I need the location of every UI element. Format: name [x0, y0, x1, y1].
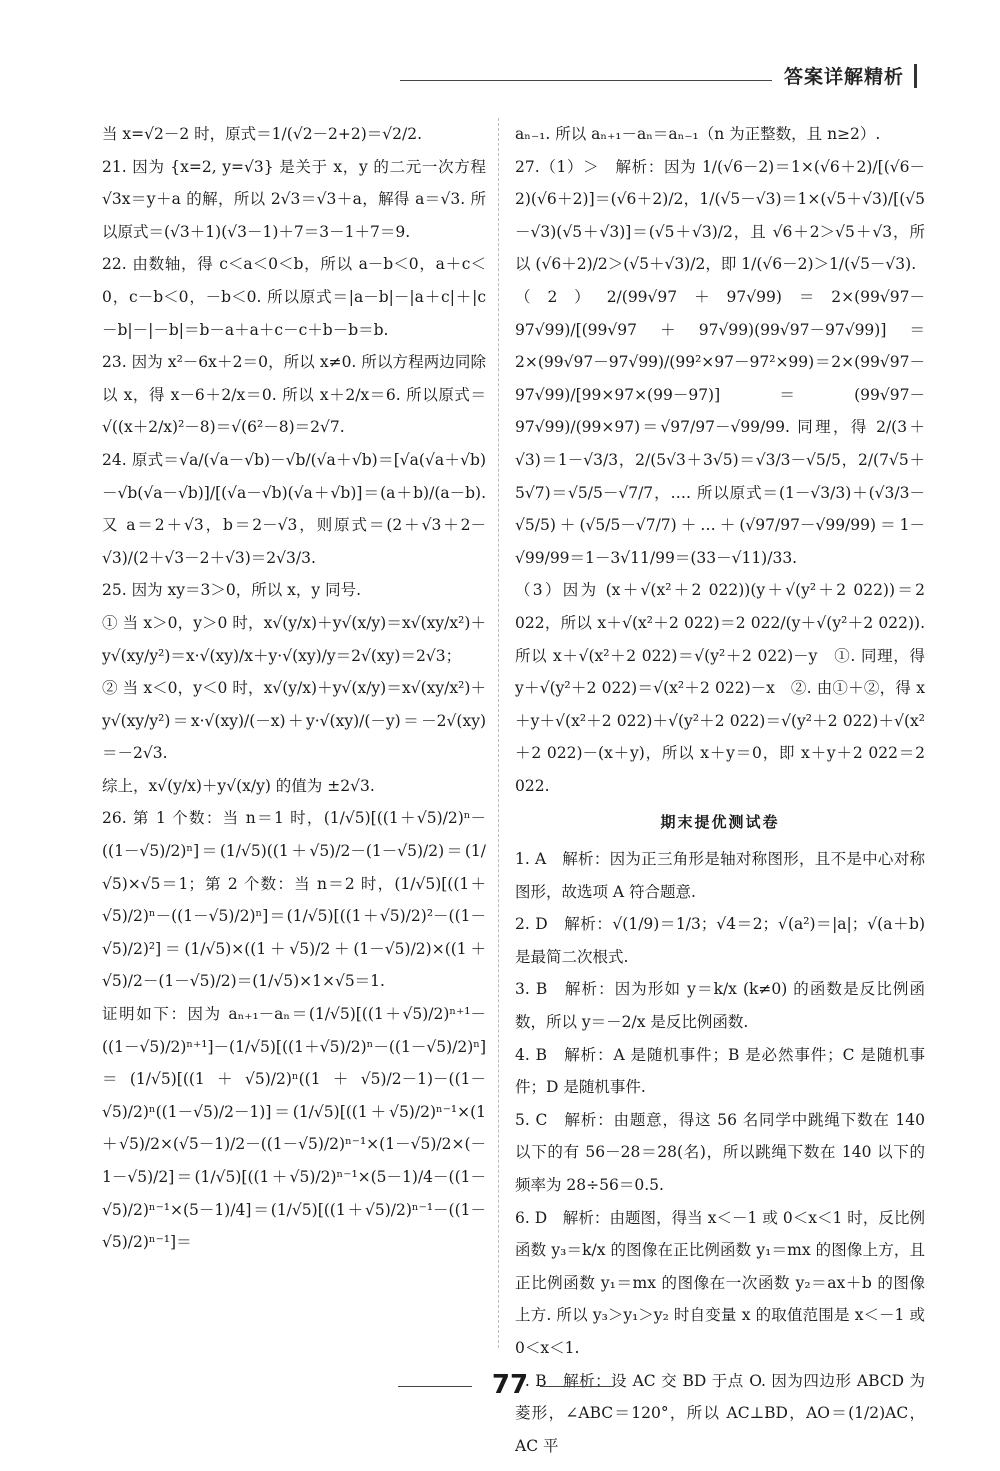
left-item-10: 证明如下：因为 aₙ₊₁－aₙ＝(1/√5)[((1＋√5)/2)ⁿ⁺¹－((1－√5)/2)ⁿ⁺¹]－(1/√5)[((1＋√5)/2)ⁿ－((1－√5)/2)ⁿ]＝(1/√5)[((1＋√5)/2)ⁿ((1＋√5)/2－1)－((1－√5)/2)ⁿ((1－√5)/2－1)]＝(1/√5)[((1＋√5)/2)ⁿ⁻¹×(1＋√5)/2×(√5－1)/2－((1－√5)/2)ⁿ⁻¹×(1－√5)/2×(－1－√5)/2]＝(1/√5)[((1＋√5)/2)ⁿ⁻¹×(5－1)/4－((1－√5)/2)ⁿ⁻¹×(5－1)/4]＝(1/√5)[((1＋√5)/2)ⁿ⁻¹－((1－√5)/2)ⁿ⁻¹]＝ [102, 1005, 486, 1252]
footer-rule-left [398, 1386, 472, 1387]
answer-2: 2. D 解析：√(1/9)＝1/3；√4＝2；√(a²)＝|a|；√(a＋b) 是最简二次根式. [515, 915, 925, 966]
answer-3: 3. B 解析：因为形如 y＝k/x (k≠0) 的函数是反比例函数，所以 y＝－2/x 是反比例函数. [515, 980, 925, 1032]
left-item-7: ② 当 x＜0，y＜0 时，x√(y/x)＋y√(x/y)＝x√(xy/x²)＋y√(xy/y²)＝x·√(xy)/(－x)＋y·√(xy)/(－y)＝－2√(xy)＝－2√3. [102, 679, 486, 763]
answer-7: 7. B 解析：设 AC 交 BD 于点 O. 因为四边形 ABCD 为菱形，∠ABC＝120°，所以 AC⊥BD，AO＝(1/2)AC，AC 平 [515, 1371, 925, 1455]
left-item-8: 综上，x√(y/x)＋y√(x/y) 的值为 ±2√3. [102, 776, 375, 795]
header-rule [400, 80, 772, 81]
left-item-1: 21. 因为 {x=2, y=√3} 是关于 x，y 的二元一次方程 √3x＝y＋a 的解，所以 2√3＝√3＋a，解得 a＝√3. 所以原式＝(√3＋1)(√3－1)＋7＝3－1＋7＝9. [102, 157, 486, 241]
right-item-3: （3）因为 (x＋√(x²＋2 022))(y＋√(y²＋2 022))＝2 022，所以 x＋√(x²＋2 022)＝2 022/(y＋√(y²＋2 022)). 所以 x＋√(x²＋2 022)＝√(y²＋2 022)－y ①. 同理，得 y＋√(y²＋2 022)＝√(x²＋2 022)－x ②. 由①＋②，得 x＋y＋√(x²＋2 022)＋√(y²＋2 022)＝√(y²＋2 022)＋√(x²＋2 022)－(x＋y)，所以 x＋y＝0，即 x＋y＋2 022＝2 022. [515, 581, 925, 795]
page-number: 77 [491, 1370, 529, 1400]
left-item-9: 26. 第 1 个数：当 n＝1 时，(1/√5)[((1＋√5)/2)ⁿ－((1－√5)/2)ⁿ]＝(1/√5)((1＋√5)/2－(1－√5)/2)＝(1/√5)×√5＝1；第 2 个数：当 n＝2 时，(1/√5)[((1＋√5)/2)ⁿ－((1－√5)/2)ⁿ]＝(1/√5)[((1＋√5)/2)²－((1－√5)/2)²]＝(1/√5)×((1＋√5)/2＋(1－√5)/2)×((1＋√5)/2－(1－√5)/2)＝(1/√5)×1×√5＝1. [102, 809, 486, 991]
left-item-4: 24. 原式＝√a/(√a－√b)－√b/(√a＋√b)＝[√a(√a＋√b)－√b(√a－√b)]/[(√a－√b)(√a＋√b)]＝(a＋b)/(a－b). 又 a＝2＋√3，b＝2－√3，则原式＝(2＋√3＋2－√3)/(2＋√3－2＋√3)＝2√3/3. [102, 450, 486, 567]
left-column [102, 118, 486, 1351]
answer-1: 1. A 解析：因为正三角形是轴对称图形，且不是中心对称图形，故选项 A 符合题意. [515, 850, 925, 901]
right-item-2: （2）2/(99√97＋97√99)＝2×(99√97－97√99)/[(99√97＋97√99)(99√97－97√99)]＝2×(99√97－97√99)/(99²×97－97²×99)＝2×(99√97－97√99)/[99×97×(99－97)]＝(99√97－97√99)/(99×97)＝√97/97－√99/99. 同理，得 2/(3＋√3)＝1－√3/3，2/(5√3＋3√5)＝√3/3－√5/5，2/(7√5＋5√7)＝√5/5－√7/7，…. 所以原式＝(1－√3/3)＋(√3/3－√5/5)＋(√5/5－√7/7)＋…＋(√97/97－√99/99)＝1－√99/99＝1－3√11/99＝(33－√11)/33. [515, 287, 925, 567]
left-item-6: ① 当 x＞0，y＞0 时，x√(y/x)＋y√(x/y)＝x√(xy/x²)＋y√(xy/y²)＝x·√(xy)/x＋y·√(xy)/y＝2√(xy)＝2√3； [102, 613, 486, 665]
left-item-2: 22. 由数轴，得 c＜a＜0＜b，所以 a－b＜0，a＋c＜0，c－b＜0，－b＜0. 所以原式＝|a－b|－|a＋c|＋|c－b|－|－b|＝b－a＋a＋c－c＋b－b＝b. [102, 255, 486, 339]
left-item-0: 当 x=√2－2 时，原式＝1/(√2－2+2)＝√2/2. [102, 125, 423, 143]
answer-4: 4. B 解析：A 是随机事件；B 是必然事件；C 是随机事件；D 是随机事件. [515, 1045, 925, 1097]
right-item-0: aₙ₋₁. 所以 aₙ₊₁－aₙ＝aₙ₋₁（n 为正整数，且 n≥2）. [515, 125, 881, 143]
section-title: 期末提优测试卷 [660, 813, 780, 832]
header-title: 答案详解精析 [784, 66, 905, 88]
left-item-5: 25. 因为 xy＝3＞0，所以 x，y 同号. [102, 581, 362, 600]
right-item-1: 27.（1）＞ 解析：因为 1/(√6－2)＝1×(√6＋2)/[(√6－2)(√6＋2)]＝(√6＋2)/2，1/(√5－√3)＝1×(√5＋√3)/[(√5－√3)(√5＋√3)]＝(√5＋√3)/2，且 √6＋2＞√5＋√3，所以 (√6＋2)/2＞(√5＋√3)/2，即 1/(√6－2)＞1/(√5－√3). [515, 157, 925, 274]
answer-5: 5. C 解析：由题意，得这 56 名同学中跳绳下数在 140 以下的有 56－28＝28(名)，所以跳绳下数在 140 以下的频率为 28÷56＝0.5. [515, 1110, 925, 1194]
right-column [515, 118, 925, 1455]
footer-rule-right [540, 1386, 614, 1387]
answer-6: 6. D 解析：由题图，得当 x＜－1 或 0＜x＜1 时，反比例函数 y₃＝k/x 的图像在正比例函数 y₁＝mx 的图像上方，且正比例函数 y₁＝mx 的图像在一次函数 y₂＝ax＋b 的图像上方. 所以 y₃＞y₁＞y₂ 时自变量 x 的取值范围是 x＜－1 或 0＜x＜1. [515, 1208, 925, 1357]
left-item-3: 23. 因为 x²－6x＋2＝0，所以 x≠0. 所以方程两边同除以 x，得 x－6＋2/x＝0. 所以 x＋2/x＝6. 所以原式＝√((x＋2/x)²－8)＝√(6²－8)＝2√7. [102, 353, 486, 437]
header-bar [914, 64, 917, 88]
column-divider [498, 118, 499, 1348]
